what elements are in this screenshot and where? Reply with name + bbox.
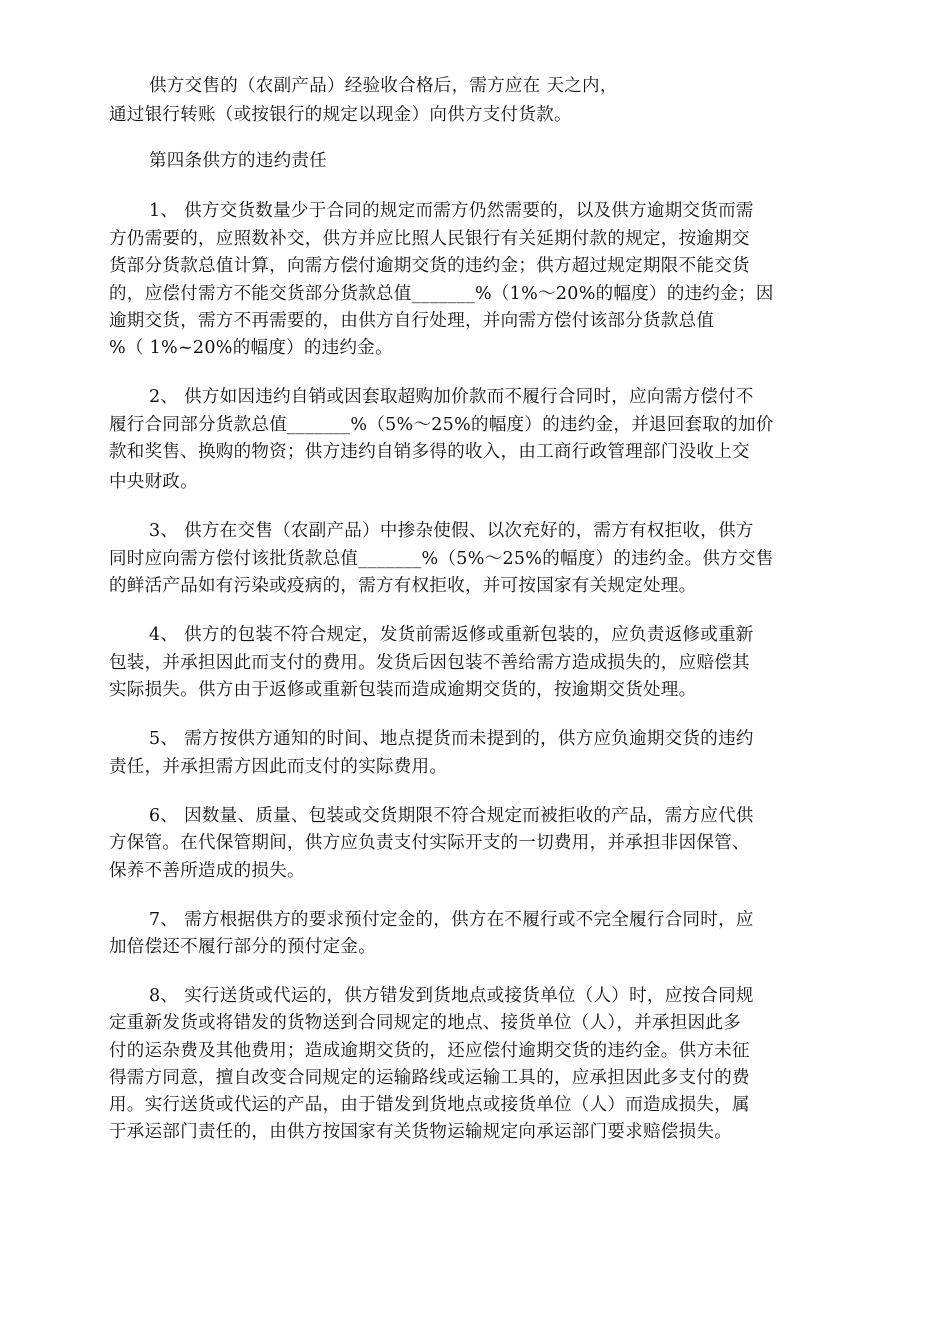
text-line: 实际损失。供方由于返修或重新包装而造成逾期交货的，按逾期交货处理。 xyxy=(109,680,697,700)
text-line: 3、 供方在交售（农副产品）中掺杂使假、以次充好的，需方有权拒收，供方 xyxy=(149,521,754,541)
text-line: 供方交售的（农副产品）经验收合格后，需方应在 天之内， xyxy=(149,76,618,96)
text-line: 同时应向需方偿付该批货款总值_______%（5%～25%的幅度）的违约金。供方交售 xyxy=(109,549,774,569)
text-line: 付的运杂费及其他费用；造成逾期交货的，还应偿付逾期交货的违约金。供方未征 xyxy=(109,1041,750,1061)
text-line: 中央财政。 xyxy=(109,472,198,492)
text-line: 履行合同部分货款总值_______%（5%～25%的幅度）的违约金，并退回套取的加价 xyxy=(109,415,774,435)
text-line: 款和奖售、换购的物资；供方违约自销多得的收入，由工商行政管理部门没收上交 xyxy=(109,442,750,462)
text-line: 8、 实行送货或代运的，供方错发到货地点或接货单位（人）时，应按合同规 xyxy=(149,986,754,1006)
text-line: 得需方同意，擅自改变合同规定的运输路线或运输工具的，应承担因此多支付的费 xyxy=(109,1068,750,1088)
text-line: 逾期交货，需方不再需要的，由供方自行处理，并向需方偿付该部分货款总值 xyxy=(109,311,715,331)
text-line: 货部分货款总值计算，向需方偿付逾期交货的违约金；供方超过规定期限不能交货 xyxy=(109,256,750,276)
text-line: 4、 供方的包装不符合规定，发货前需返修或重新包装的，应负责返修或重新 xyxy=(149,625,754,645)
text-line: 责任，并承担需方因此而支付的实际费用。 xyxy=(109,757,448,777)
text-line: 保养不善所造成的损失。 xyxy=(109,861,305,881)
text-line: 的鲜活产品如有污染或疫病的，需方有权拒收，并可按国家有关规定处理。 xyxy=(109,576,697,596)
text-line: 加倍偿还不履行部分的预付定金。 xyxy=(109,937,376,957)
text-line: 方保管。在代保管期间，供方应负责支付实际开支的一切费用，并承担非因保管、 xyxy=(109,833,750,853)
text-line: 通过银行转账（或按银行的规定以现金）向供方支付货款。 xyxy=(109,105,572,125)
text-line: 包装，并承担因此而支付的费用。发货后因包装不善给需方造成损失的，应赔偿其 xyxy=(109,653,750,673)
section-heading: 第四条供方的违约责任 xyxy=(149,151,327,171)
text-line: 2、 供方如因违约自销或因套取超购加价款而不履行合同时，应向需方偿付不 xyxy=(149,387,754,407)
text-line: 6、 因数量、质量、包装或交货期限不符合规定而被拒收的产品，需方应代供 xyxy=(149,806,754,826)
text-line: 用。实行送货或代运的产品，由于错发到货地点或接货单位（人）而造成损失，属 xyxy=(109,1095,750,1115)
text-line: 1、 供方交货数量少于合同的规定而需方仍然需要的，以及供方逾期交货而需 xyxy=(149,201,754,221)
text-line: 的，应偿付需方不能交货部分货款总值_______%（1%～20%的幅度）的违约金；因 xyxy=(109,284,774,304)
text-line: 7、 需方根据供方的要求预付定金的，供方在不履行或不完全履行合同时，应 xyxy=(149,910,754,930)
text-line: 方仍需要的，应照数补交，供方并应比照人民银行有关延期付款的规定，按逾期交 xyxy=(109,229,750,249)
text-line: 定重新发货或将错发的货物送到合同规定的地点、接货单位（人），并承担因此多 xyxy=(109,1013,742,1033)
text-line: 于承运部门责任的，由供方按国家有关货物运输规定向承运部门要求赔偿损失。 xyxy=(109,1122,732,1142)
text-line: 5、 需方按供方通知的时间、地点提货而未提到的，供方应负逾期交货的违约 xyxy=(149,729,754,749)
text-line: %（ 1%~20%的幅度）的违约金。 xyxy=(109,338,393,358)
